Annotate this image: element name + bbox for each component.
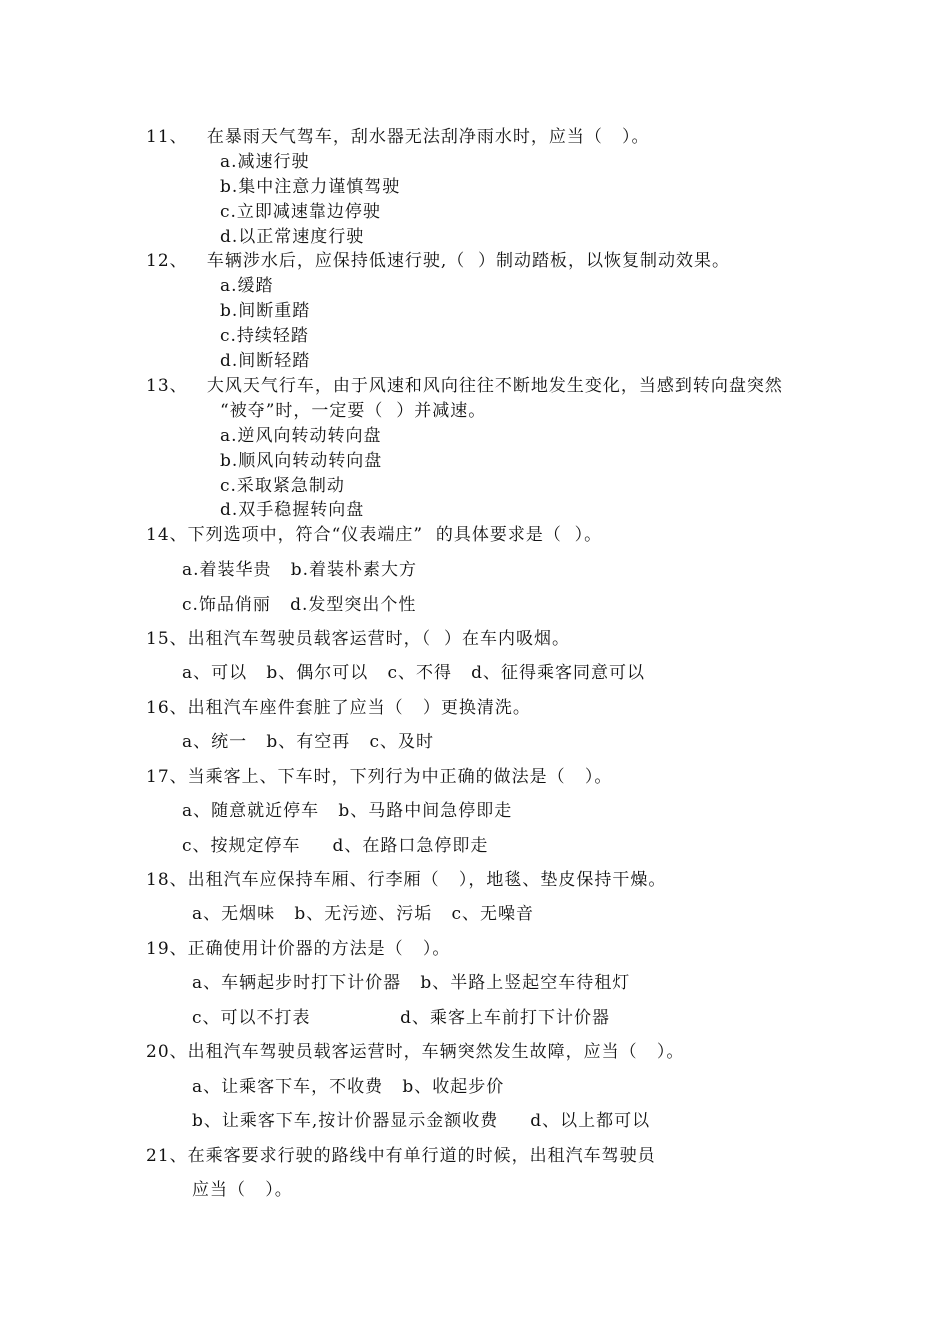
question-17-stem: 17、当乘客上、下车时，下列行为中正确的做法是（ ）。 — [146, 767, 613, 787]
question-11-option-d: d.以正常速度行驶 — [220, 227, 365, 247]
question-14-stem: 14、下列选项中，符合“仪表端庄” 的具体要求是（ ）。 — [146, 525, 603, 545]
question-11-option-a: a.减速行驶 — [220, 152, 310, 172]
question-13-stem-continued: “被夺”时，一定要（ ）并减速。 — [220, 401, 487, 421]
question-21-stem: 21、在乘客要求行驶的路线中有单行道的时候，出租汽车驾驶员 — [146, 1146, 656, 1166]
question-20-options-line-1: a、让乘客下车，不收费 b、收起步价 — [192, 1077, 505, 1097]
question-20-stem: 20、出租汽车驾驶员载客运营时，车辆突然发生故障，应当（ ）。 — [146, 1042, 685, 1062]
question-13-stem: 13、 大风天气行车，由于风速和风向往往不断地发生变化，当感到转向盘突然 — [146, 376, 783, 396]
question-17-options-line-1: a、随意就近停车 b、马路中间急停即走 — [182, 801, 513, 821]
question-13-option-d: d.双手稳握转向盘 — [220, 500, 365, 520]
question-14-options-line-1: a.着装华贵 b.着装朴素大方 — [182, 560, 418, 580]
question-13-option-a: a.逆风向转动转向盘 — [220, 426, 382, 446]
question-11-option-b: b.集中注意力谨慎驾驶 — [220, 177, 401, 197]
question-12-option-b: b.间断重踏 — [220, 301, 311, 321]
question-16-options-line-1: a、统一 b、有空再 c、及时 — [182, 732, 434, 752]
question-11-stem: 11、 在暴雨天气驾车，刮水器无法刮净雨水时，应当（ ）。 — [146, 127, 650, 147]
question-13-option-c: c.采取紧急制动 — [220, 476, 345, 496]
question-19-options-line-2: c、可以不打表 d、乘客上车前打下计价器 — [192, 1008, 611, 1028]
question-12-option-a: a.缓踏 — [220, 276, 274, 296]
question-15-stem: 15、出租汽车驾驶员载客运营时，（ ）在车内吸烟。 — [146, 629, 570, 649]
question-16-stem: 16、出租汽车座件套脏了应当（ ）更换清洗。 — [146, 698, 531, 718]
question-18-options-line-1: a、无烟味 b、无污迹、污垢 c、无噪音 — [192, 904, 534, 924]
question-17-options-line-2: c、按规定停车 d、在路口急停即走 — [182, 836, 489, 856]
question-19-options-line-1: a、车辆起步时打下计价器 b、半路上竖起空车待租灯 — [192, 973, 631, 993]
question-18-stem: 18、出租汽车应保持车厢、行李厢（ ），地毯、垫皮保持干燥。 — [146, 870, 667, 890]
question-11-option-c: c.立即减速靠边停驶 — [220, 202, 381, 222]
question-12-stem: 12、 车辆涉水后，应保持低速行驶,（ ）制动踏板，以恢复制动效果。 — [146, 251, 731, 271]
question-14-options-line-2: c.饰品俏丽 d.发型突出个性 — [182, 595, 417, 615]
question-13-option-b: b.顺风向转动转向盘 — [220, 451, 383, 471]
question-12-option-d: d.间断轻踏 — [220, 351, 311, 371]
question-12-option-c: c.持续轻踏 — [220, 326, 309, 346]
question-20-options-line-2: b、让乘客下车,按计价器显示金额收费 d、以上都可以 — [192, 1111, 651, 1131]
question-15-options-line-1: a、可以 b、偶尔可以 c、不得 d、征得乘客同意可以 — [182, 663, 646, 683]
question-21-stem-continued: 应当（ ）。 — [192, 1180, 293, 1200]
question-19-stem: 19、正确使用计价器的方法是（ ）。 — [146, 939, 451, 959]
